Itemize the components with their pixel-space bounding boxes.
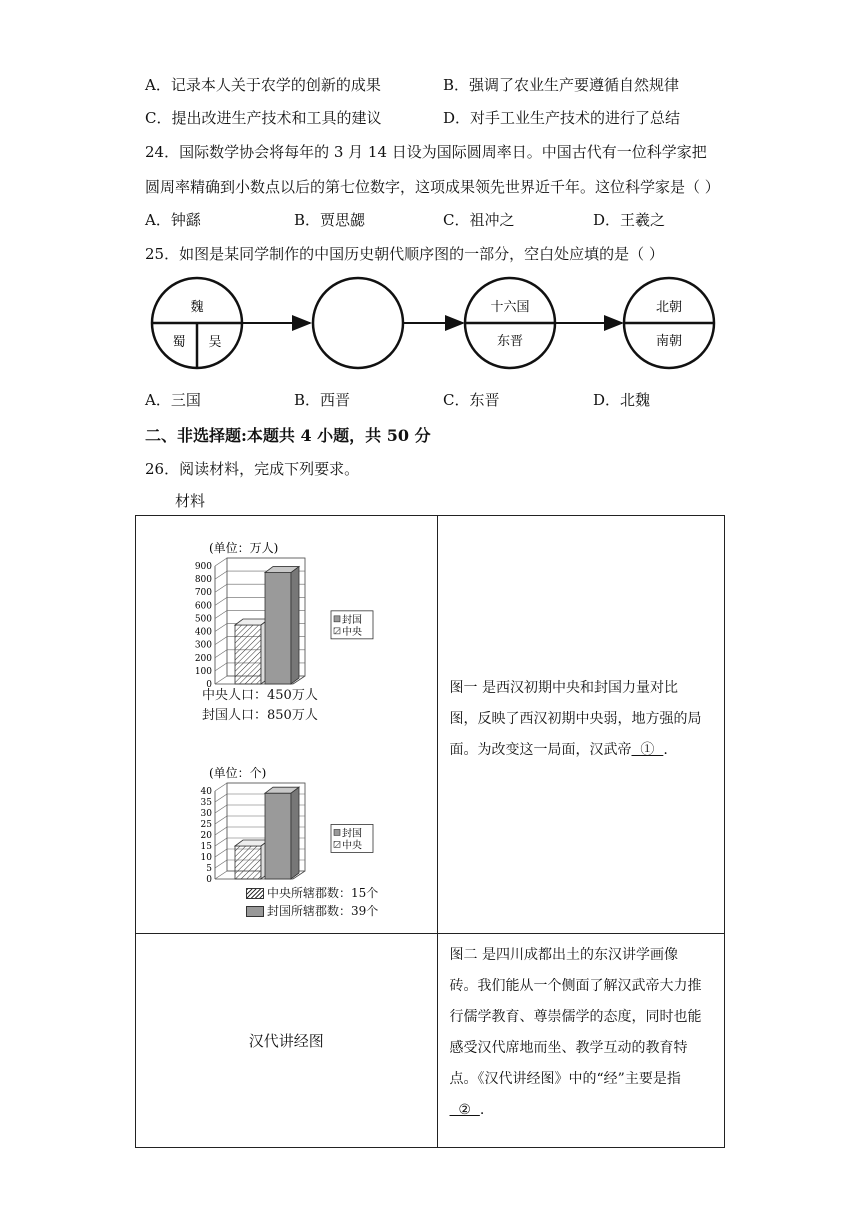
cell2-line2: 砖。我们能从一个侧面了解汉武帝大力推 [449,978,702,994]
chart2-grid-diag [215,860,227,868]
chart2-bar-fief [265,793,291,879]
chart2-tick-label: 10 [200,853,212,863]
chart2-unit-label: (单位：个) [209,766,267,780]
chart2-legend-swatch-central [334,841,340,847]
chart1-unit-label: (单位：万人) [209,541,279,555]
q25-option-a: A．三国 [145,391,201,409]
chart2-tick-label: 25 [200,820,212,830]
chart1-legend-central: 中央 [342,626,362,638]
chart1-tick-label: 0 [206,680,212,690]
chart1-grid-diag [215,610,227,618]
blank-1: ① [631,742,664,758]
chart2-bar-fief-side [291,787,299,879]
chart1-bar-central [235,625,261,684]
commandery-chart [191,759,391,899]
chart1-grid-diag [215,558,227,566]
chart2-caption-fief: 封国所辖郡数：39个 [246,902,378,919]
chart2-grid-diag [215,805,227,813]
q24-option-a: A．钟繇 [145,211,201,229]
q24-option-d: D．王羲之 [593,211,666,229]
material-table [135,515,725,1148]
q25-option-d: D．北魏 [593,391,651,409]
eastern-jin-label: 东晋 [496,334,524,349]
chart2-grid-diag [215,849,227,857]
chart2-tick-label: 15 [200,842,212,852]
three-kingdoms-circle [152,278,242,368]
material-label: 材料 [175,492,206,510]
q24-stem-line1: 24．国际数学协会将每年的 3 月 14 日设为国际圆周率日。中国古代有一位科学家把 [145,143,707,161]
chart1-grid-diag [215,663,227,671]
q23-option-b: B．强调了农业生产要遵循自然规律 [443,76,680,94]
chart1-tick-label: 100 [194,666,212,677]
chart1-grid-diag [215,597,227,605]
chart2-grid-diag [215,871,227,879]
cell1-line1: 图一 是西汉初期中央和封国力量对比 [449,680,678,696]
chart1-bar-fief [265,573,291,684]
chart2-legend-swatch-fief [334,829,340,835]
chart2-tick-label: 5 [206,864,212,874]
section-2-heading: 二、非选择题:本题共 4 小题，共 50 分 [145,426,431,445]
sixteen-kingdoms-label: 十六国 [490,300,530,315]
solid-swatch-icon [246,906,264,917]
chart2-tick-label: 20 [200,831,212,841]
q25-stem: 25．如图是某同学制作的中国历史朝代顺序图的一部分，空白处应填的是（ ） [145,245,664,263]
q25-option-c: C．东晋 [443,391,500,409]
q24-option-b: B．贾思勰 [294,211,366,229]
chart1-grid-diag [215,676,227,684]
northern-southern-circle [624,278,714,368]
charts-cell [136,516,438,934]
chart2-tick-label: 0 [206,875,212,885]
chart2-tick-label: 30 [200,809,212,819]
lecture-image-label: 汉代讲经图 [248,1032,324,1050]
chart1-grid-diag [215,624,227,632]
chart1-grid-diag [215,584,227,592]
chart1-grid-diag [215,571,227,579]
chart1-tick-label: 300 [194,640,212,651]
chart1-tick-label: 400 [194,627,212,638]
shu-label: 蜀 [172,335,186,350]
wu-label: 吴 [208,335,222,350]
chart1-tick-label: 500 [194,614,212,625]
chart1-caption-fief: 封国人口：850万人 [202,708,318,723]
chart2-grid-diag [215,838,227,846]
chart1-tick-label: 600 [194,601,212,612]
blank-2: ② [449,1102,480,1118]
chart1-grid-diag [215,637,227,645]
chart1-legend-swatch-fief [334,616,340,622]
population-chart [191,534,391,694]
chart2-grid-diag [215,794,227,802]
chart1-tick-label: 900 [194,562,212,572]
hatch-swatch-icon [246,888,264,899]
chart1-tick-label: 700 [194,588,212,599]
image-cell [136,934,438,1148]
dynasty-sequence-diagram [145,275,725,375]
blank-circle [313,278,403,368]
q23-option-d: D．对手工业生产技术的进行了总结 [443,109,681,127]
chart2-grid-diag [215,827,227,835]
q23-option-c: C．提出改进生产技术和工具的建议 [145,109,382,127]
southern-dynasties-label: 南朝 [655,334,683,349]
chart1-legend-swatch-central [334,628,340,634]
cell2-line5: 点。《汉代讲经图》中的“经”主要是指 [449,1071,681,1087]
cell2-line3: 行儒学教育、尊崇儒学的态度，同时也能 [449,1009,702,1025]
cell2-line4: 感受汉代席地而坐、教学互动的教育特 [449,1040,688,1056]
chart1-legend-fief: 封国 [342,614,362,626]
cell1-line3: 面。为改变这一局面，汉武帝 [449,742,632,758]
chart1-bar-fief-side [291,567,299,684]
chart2-grid-diag [215,783,227,791]
chart2-legend-fief: 封国 [342,828,362,840]
chart2-tick-label: 40 [200,787,212,797]
q24-stem-line2: 圆周率精确到小数点以后的第七位数字，这项成果领先世界近千年。这位科学家是（ ） [145,178,720,196]
q24-option-c: C．祖冲之 [443,211,515,229]
chart2-bar-central [235,846,261,879]
cell2-line1: 图二 是四川成都出土的东汉讲学画像 [449,947,678,963]
chart2-grid-diag [215,816,227,824]
wei-label: 魏 [190,300,204,315]
q25-option-b: B．西晋 [294,391,351,409]
description-cell-2: 图二 是四川成都出土的东汉讲学画像 砖。我们能从一个侧面了解汉武帝大力推 行儒学教育、尊崇儒学的态度，同时也能 感受汉代席地而坐、教学互动的教育特 点。《汉代讲经图》中的“经”主要是指 ② . [437,934,725,1148]
cell1-line2: 图，反映了西汉初期中央弱，地方强的局 [449,711,702,727]
chart2-legend-central: 中央 [342,840,362,852]
northern-dynasties-label: 北朝 [655,300,683,315]
chart1-tick-label: 800 [194,575,212,586]
q26-stem: 26．阅读材料，完成下列要求。 [145,460,360,478]
description-cell-1: 图一 是西汉初期中央和封国力量对比 图，反映了西汉初期中央弱，地方强的局 面。为改变这一局面，汉武帝 ① . [437,516,725,934]
chart2-tick-label: 35 [200,798,212,808]
sixteen-kingdoms-circle [465,278,555,368]
chart1-grid-diag [215,650,227,658]
chart1-tick-label: 200 [194,653,212,664]
q23-option-a: A．记录本人关于农学的创新的成果 [145,76,381,94]
chart2-caption-central: 中央所辖郡数：15个 [246,884,378,901]
chart1-caption-central: 中央人口：450万人 [202,688,318,703]
